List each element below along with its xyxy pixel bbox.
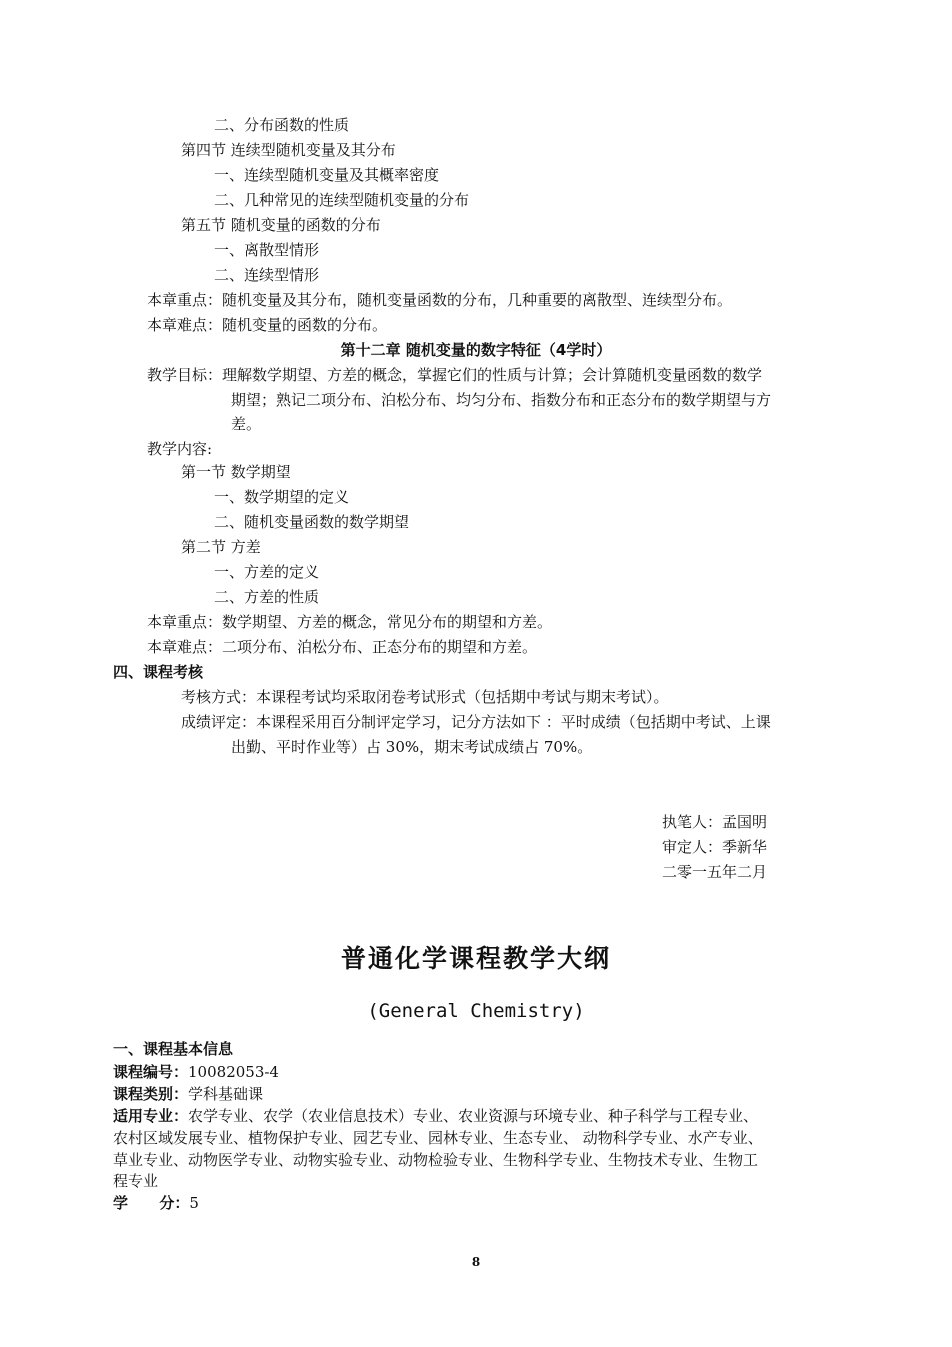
syllabus-subtitle: (General Chemistry) <box>367 1000 585 1022</box>
teaching-goal-cont: 差。 <box>231 415 262 433</box>
syllabus-title: 普通化学课程教学大纲 <box>340 944 611 973</box>
outline-item: 二、方差的性质 <box>214 588 320 606</box>
applicable-majors-cont: 程专业 <box>113 1172 159 1190</box>
section-heading: 第四节 连续型随机变量及其分布 <box>181 141 396 159</box>
basic-info-heading: 一、课程基本信息 <box>113 1040 234 1058</box>
date: 二零一五年二月 <box>662 863 768 881</box>
course-type-label: 课程类别： <box>113 1085 189 1103</box>
chapter-difficulties: 本章难点：随机变量的函数的分布。 <box>147 316 388 334</box>
course-code <box>113 1061 279 1083</box>
section-heading: 第五节 随机变量的函数的分布 <box>181 216 381 234</box>
course-code-label: 课程编号： <box>113 1063 189 1081</box>
applicable-majors-label: 适用专业： <box>113 1107 189 1125</box>
applicable-majors-cont: 草业专业、动物医学专业、动物实验专业、动物检验专业、生物科学专业、生物技术专业、生物工 <box>113 1151 759 1169</box>
course-type-value: 学科基础课 <box>188 1085 264 1103</box>
teaching-goal: 教学目标：理解数学期望、方差的概念，掌握它们的性质与计算；会计算随机变量函数的数学 <box>147 366 763 384</box>
assessment-method: 考核方式：本课程考试均采取闭卷考试形式（包括期中考试与期末考试）。 <box>181 688 669 706</box>
assessment-heading: 四、课程考核 <box>113 663 204 681</box>
applicable-majors-cont: 农村区域发展专业、植物保护专业、园艺专业、园林专业、生态专业、 动物科学专业、水产专业、 <box>113 1129 763 1147</box>
chapter-heading: 第十二章 随机变量的数字特征（4学时） <box>340 341 612 359</box>
outline-item: 一、离散型情形 <box>214 241 320 259</box>
credits-value: 5 <box>189 1194 199 1212</box>
section-heading: 第一节 数学期望 <box>181 463 291 481</box>
credits-label: 学 分： <box>113 1194 190 1212</box>
reviewer: 审定人：季新华 <box>662 838 768 856</box>
outline-item: 一、连续型随机变量及其概率密度 <box>214 166 440 184</box>
outline-item: 二、连续型情形 <box>214 266 320 284</box>
grade-evaluation: 成绩评定：本课程采用百分制评定学习，记分方法如下 ：平时成绩（包括期中考试、上课 <box>181 713 771 731</box>
applicable-majors <box>113 1105 758 1127</box>
course-code-value: 10082053-4 <box>188 1063 279 1081</box>
chapter-key-points: 本章重点：数学期望、方差的概念，常见分布的期望和方差。 <box>147 613 553 631</box>
page-number: 8 <box>471 1255 481 1269</box>
teaching-goal-cont: 期望；熟记二项分布、泊松分布、均匀分布、指数分布和正态分布的数学期望与方 <box>231 391 772 409</box>
course-type <box>113 1083 263 1105</box>
grade-evaluation-cont: 出勤、平时作业等）占 30%，期末考试成绩占 70%。 <box>231 738 593 756</box>
outline-item: 二、随机变量函数的数学期望 <box>214 513 410 531</box>
credits <box>113 1192 199 1214</box>
chapter-difficulties: 本章难点：二项分布、泊松分布、正态分布的期望和方差。 <box>147 638 538 656</box>
writer: 执笔人：孟国明 <box>662 813 768 831</box>
chapter-key-points: 本章重点：随机变量及其分布，随机变量函数的分布，几种重要的离散型、连续型分布。 <box>147 291 733 309</box>
applicable-majors-value: 农学专业、农学（农业信息技术）专业、农业资源与环境专业、种子科学与工程专业、 <box>188 1107 759 1125</box>
outline-item: 一、数学期望的定义 <box>214 488 350 506</box>
section-heading: 第二节 方差 <box>181 538 261 556</box>
teaching-content-label: 教学内容: <box>147 440 213 458</box>
outline-item: 二、几种常见的连续型随机变量的分布 <box>214 191 470 209</box>
outline-item: 一、方差的定义 <box>214 563 320 581</box>
outline-item: 二、分布函数的性质 <box>214 116 350 134</box>
